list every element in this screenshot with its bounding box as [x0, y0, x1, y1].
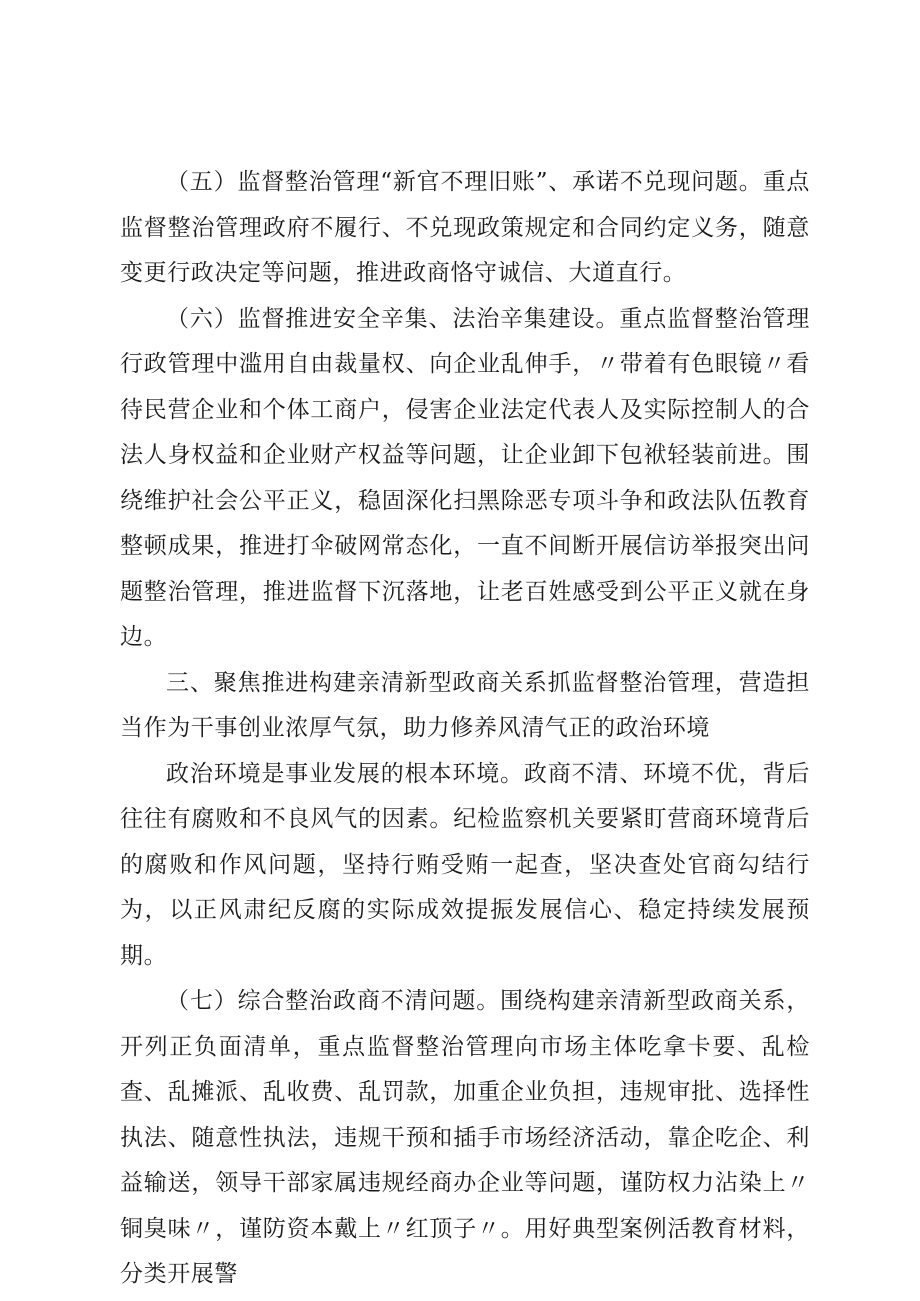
document-body — [120, 160, 810, 1298]
paragraph-section-7: （七）综合整治政商不清问题。围绕构建亲清新型政商关系，开列正负面清单，重点监督整治管理向市场主体吃拿卡要、乱检查、乱摊派、乱收费、乱罚款，加重企业负担，违规审批、选择性执法、随意性执法，违规干预和插手市场经济活动，靠企吃企、利益输送，领导干部家属违规经商办企业等问题，谨防权力沾染上〃铜臭味〃，谨防资本戴上〃红顶子〃。用好典型案例活教育材料，分类开展警 — [120, 988, 810, 1287]
paragraph-part-3-intro: 政治环境是事业发展的根本环境。政商不清、环境不优，背后往往有腐败和不良风气的因素。纪检监察机关要紧盯营商环境背后的腐败和作风问题，坚持行贿受贿一起查，坚决查处官商勾结行为，以正风肃纪反腐的实际成效提振发展信心、稳定持续发展预期。 — [120, 760, 810, 969]
paragraph-section-5: （五）监督整治管理“新官不理旧账”、承诺不兑现问题。重点监督整治管理政府不履行、不兑现政策规定和合同约定义务，随意变更行政决定等问题，推进政商恪守诚信、大道直行。 — [120, 169, 810, 286]
paragraph-section-6: （六）监督推进安全辛集、法治辛集建设。重点监督整治管理行政管理中滥用自由裁量权、向企业乱伸手，〃带着有色眼镜〃看待民营企业和个体工商户，侵害企业法定代表人及实际控制人的合法人身权益和企业财产权益等问题，让企业卸下包袱轻装前进。围绕维护社会公平正义，稳固深化扫黑除恶专项斗争和政法队伍教育整顿成果，推进打伞破网常态化，一直不间断开展信访举报突出问题整治管理，推进监督下沉落地，让老百姓感受到公平正义就在身边。 — [120, 305, 810, 650]
heading-part-3: 三、聚焦推进构建亲清新型政商关系抓监督整治管理，营造担当作为干事创业浓厚气氛，助力修养风清气正的政治环境 — [120, 669, 810, 741]
